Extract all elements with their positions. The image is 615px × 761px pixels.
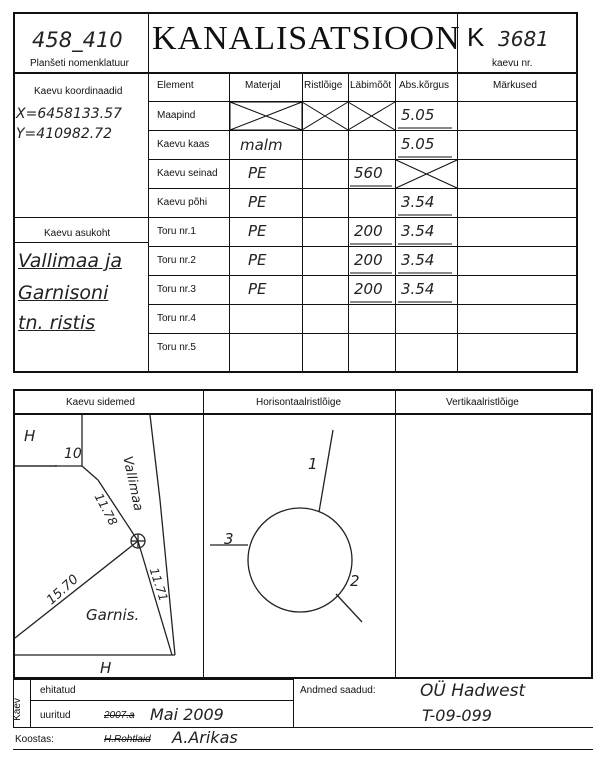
row-abs-height: 3.54 <box>401 251 435 269</box>
built-label: ehitatud <box>40 685 76 696</box>
row-abs-height: 3.54 <box>401 222 435 240</box>
row-element: Toru nr.1 <box>157 226 196 237</box>
sheet-label: Planšeti nomenklatuur <box>30 58 129 69</box>
sketch-title-connections: Kaevu sidemed <box>66 397 135 408</box>
page-title: KANALISATSIOON <box>152 20 461 57</box>
compiled-value: A.Arikas <box>172 728 238 747</box>
row-abs-height: 3.54 <box>401 193 435 211</box>
row-element: Maapind <box>157 110 196 121</box>
map-label-dist1: 11.78 <box>91 491 121 528</box>
col-header-cross: Ristlõige <box>304 80 343 91</box>
divider <box>30 700 293 701</box>
row-material: PE <box>248 193 267 211</box>
row-element: Kaevu kaas <box>157 139 210 150</box>
location-line-1: Vallimaa ja <box>18 250 123 272</box>
row-element: Toru nr.5 <box>157 342 196 353</box>
divider <box>13 727 593 728</box>
map-label-h-top: H <box>24 427 36 445</box>
row-material: PE <box>248 222 267 240</box>
data-from-label: Andmed saadud: <box>300 685 376 696</box>
col-header-element: Element <box>157 80 194 91</box>
well-number-label: kaevu nr. <box>492 58 533 69</box>
row-abs-height: 5.05 <box>401 106 435 124</box>
surveyed-struck: 2007.a <box>104 710 135 721</box>
divider <box>13 749 593 750</box>
location-label: Kaevu asukoht <box>44 228 111 239</box>
row-element: Kaevu seinad <box>157 168 218 179</box>
coordinates-label: Kaevu koordinaadid <box>34 86 123 97</box>
map-label-street1: Vallimaa <box>119 455 146 513</box>
row-element: Toru nr.4 <box>157 313 196 324</box>
surveyed-value: Mai 2009 <box>150 705 224 724</box>
compiled-struck: H.Rohtlaid <box>104 734 151 745</box>
map-label-ten: 10 <box>64 446 82 462</box>
type-letter: K <box>467 22 485 52</box>
row-abs-height: 3.54 <box>401 280 435 298</box>
row-element: Kaevu põhi <box>157 197 208 208</box>
divider <box>293 679 294 727</box>
coordinate-y: Y=410982.72 <box>16 126 112 142</box>
row-diameter: 200 <box>354 222 383 240</box>
map-label-street2: Garnis. <box>86 606 140 624</box>
map-label-dist2: 15.70 <box>44 572 82 609</box>
col-header-material: Materjal <box>245 80 281 91</box>
pipe-label-2: 2 <box>350 572 360 590</box>
row-diameter: 560 <box>354 164 383 182</box>
col-header-diameter: Läbimõõt <box>350 80 392 91</box>
well-number: 3681 <box>498 27 549 51</box>
divider <box>13 679 293 680</box>
row-material: malm <box>240 136 283 154</box>
col-header-abs: Abs.kõrgus <box>399 80 450 91</box>
row-material: PE <box>248 164 267 182</box>
sketch-title-vertical: Vertikaalristlõige <box>446 397 519 408</box>
map-label-dist3: 11.71 <box>146 566 171 604</box>
data-from-code: T-09-099 <box>422 706 492 725</box>
pipe-label-1: 1 <box>308 455 318 473</box>
divider <box>30 679 31 727</box>
data-from-value: OÜ Hadwest <box>420 681 526 701</box>
sketch-title-horizontal: Horisontaalristlõige <box>256 397 342 408</box>
footer-side-label: Kaev <box>11 698 23 721</box>
row-element: Toru nr.2 <box>157 255 196 266</box>
row-element: Toru nr.3 <box>157 284 196 295</box>
location-line-2: Garnisoni <box>18 282 109 304</box>
row-diameter: 200 <box>354 280 383 298</box>
pipe-label-3: 3 <box>224 530 234 548</box>
row-abs-height: 5.05 <box>401 135 435 153</box>
location-line-3: tn. ristis <box>18 312 96 334</box>
row-material: PE <box>248 251 267 269</box>
surveyed-label: uuritud <box>40 710 71 721</box>
coordinate-x: X=6458133.57 <box>16 106 122 122</box>
col-header-notes: Märkused <box>493 80 537 91</box>
row-material: PE <box>248 280 267 298</box>
compiled-label: Koostas: <box>15 734 54 745</box>
row-diameter: 200 <box>354 251 383 269</box>
map-label-h-bottom: H <box>100 659 112 677</box>
sheet-number: 458_410 <box>32 28 123 52</box>
